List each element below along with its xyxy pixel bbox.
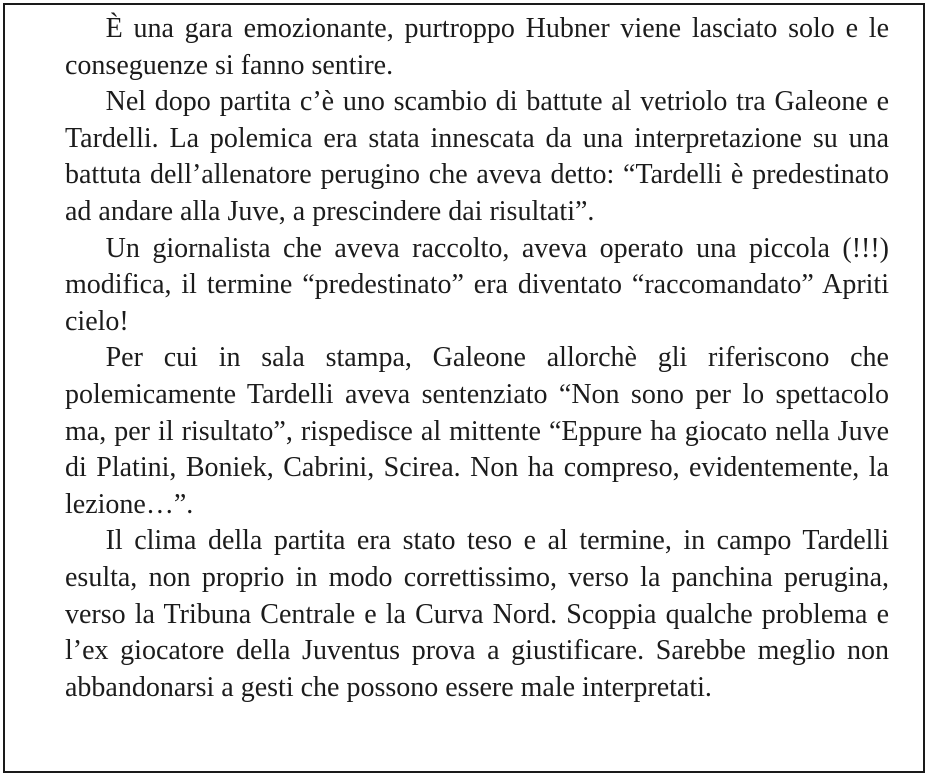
- paragraph-2: Nel dopo partita c’è uno scambio di battute al vetriolo tra Galeone e Tardelli. La polemica era stata innescata da una interpretazione su una battuta dell’allenatore perugino che aveva detto: “Tardelli è predestinato ad andare alla Juve, a prescindere dai risultati”.: [65, 86, 889, 227]
- paragraph-4: Per cui in sala stampa, Galeone allorchè gli riferiscono che polemicamente Tardelli aveva sentenziato “Non sono per lo spettacolo ma, per il risultato”, rispedisce al mittente “Eppure ha giocato nella Juve di Platini, Boniek, Cabrini, Scirea. Non ha compreso, evidentemente, la lezione…”.: [65, 342, 889, 520]
- paragraph-1: È una gara emozionante, purtroppo Hubner viene lasciato solo e le conseguenze si fanno sentire.: [65, 13, 889, 81]
- paragraph-5: Il clima della partita era stato teso e al termine, in campo Tardelli esulta, non proprio in modo correttissimo, verso la panchina perugina, verso la Tribuna Centrale e la Curva Nord. Scoppia qualche problema e l’ex giocatore della Juventus prova a giustificare. Sarebbe meglio non abbandonarsi a gesti che possono essere male interpretati.: [65, 525, 889, 703]
- text-body: [65, 11, 889, 706]
- page-frame: [3, 3, 925, 773]
- paragraph-3: Un giornalista che aveva raccolto, aveva operato una piccola (!!!) modifica, il termine “predestinato” era diventato “raccomandato” Apriti cielo!: [65, 232, 889, 337]
